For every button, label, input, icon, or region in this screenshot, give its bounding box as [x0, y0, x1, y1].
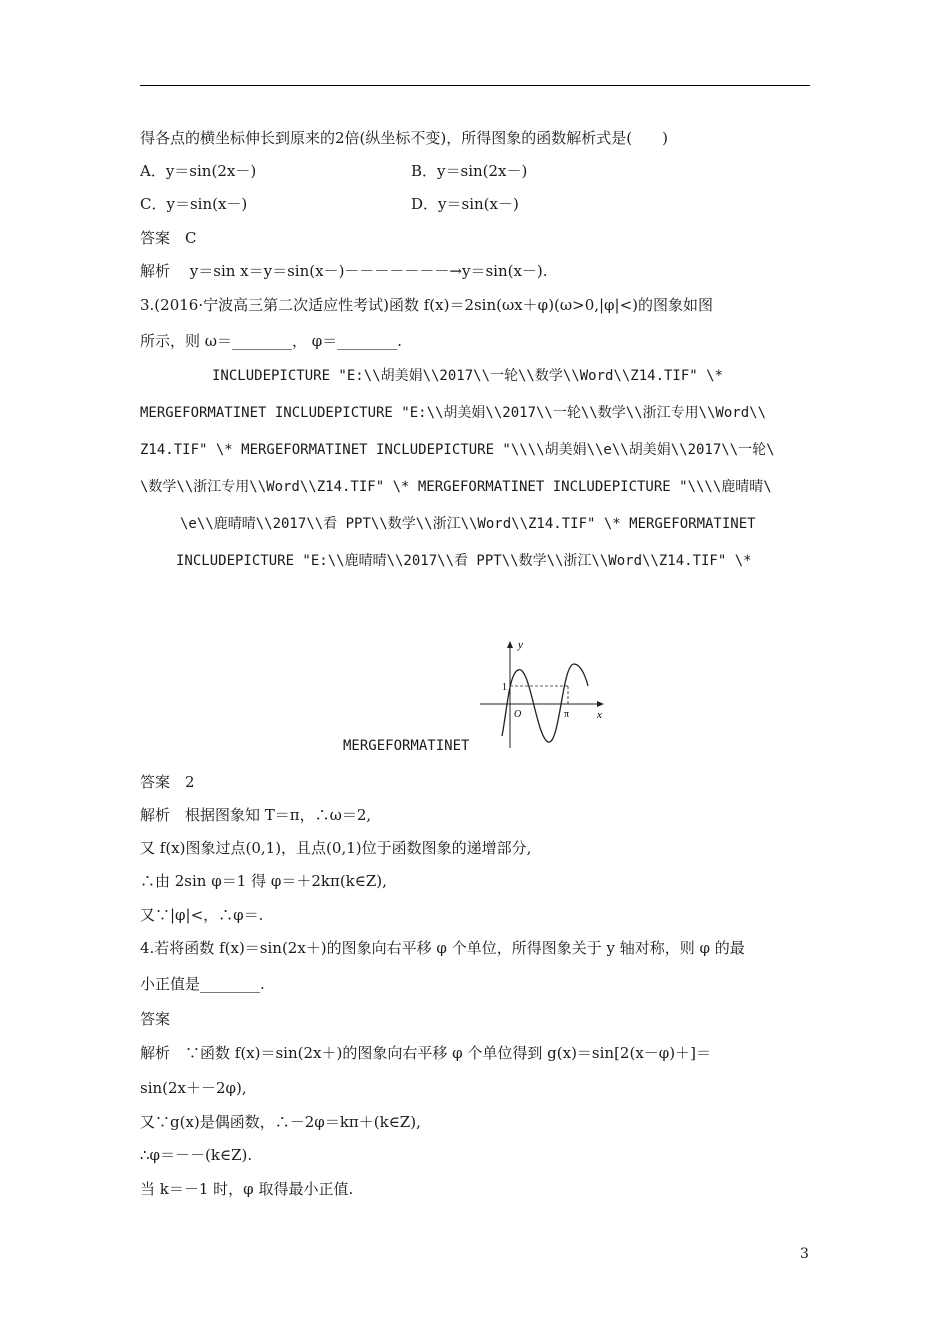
explanation-3-line-3: 又∵g(x)是偶函数，∴－2φ＝kπ＋(k∈Z),: [140, 1113, 421, 1131]
option-c: C．y＝sin(x－): [140, 195, 248, 213]
field-code-line-1: INCLUDEPICTURE "E:\\胡美娟\\2017\\一轮\\数学\\Word\\Z14.TIF" \*: [212, 368, 724, 384]
sine-curve: [502, 664, 588, 742]
option-d: D．y＝sin(x－): [411, 195, 519, 213]
field-code-line-5: \e\\鹿晴晴\\2017\\看 PPT\\数学\\浙江\\Word\\Z14.TIF" \* MERGEFORMATINET: [180, 516, 756, 532]
question-continuation: 得各点的横坐标伸长到原来的2倍(纵坐标不变)，所得图象的函数解析式是( ): [140, 129, 668, 147]
field-code-line-7: MERGEFORMATINET: [343, 738, 470, 754]
answer-3: 答案: [140, 1010, 171, 1028]
pi-label: π: [564, 709, 570, 720]
explanation-2-line-4: 又∵|φ|<，∴φ＝.: [140, 906, 264, 924]
option-b: B．y＝sin(2x－): [411, 162, 528, 180]
option-a: A．y＝sin(2x－): [140, 162, 257, 180]
field-code-line-3: Z14.TIF" \* MERGEFORMATINET INCLUDEPICTURE "\\\\胡美娟\\e\\胡美娟\\2017\\一轮\: [140, 442, 775, 458]
explanation-1: 解析 y＝sin x＝y＝sin(x－)－－－－－－－→y＝sin(x－).: [140, 262, 548, 280]
answer-1: 答案 C: [140, 229, 197, 247]
y-axis-label: y: [518, 639, 523, 651]
one-label: 1: [502, 682, 507, 693]
question-4-line-2: 小正值是________.: [140, 975, 265, 993]
sine-graph-figure: [478, 636, 610, 750]
x-axis-label: x: [597, 709, 602, 721]
page-number: 3: [800, 1246, 809, 1262]
field-code-line-2: MERGEFORMATINET INCLUDEPICTURE "E:\\胡美娟\\2017\\一轮\\数学\\浙江专用\\Word\\: [140, 405, 767, 421]
field-code-line-6: INCLUDEPICTURE "E:\\鹿晴晴\\2017\\看 PPT\\数学\\浙江\\Word\\Z14.TIF" \*: [176, 553, 752, 569]
question-3-line-1: 3.(2016·宁波高三第二次适应性考试)函数 f(x)＝2sin(ωx＋φ)(ω>0,|φ|<)的图象如图: [140, 296, 714, 314]
header-rule: [140, 85, 810, 86]
origin-label: O: [514, 709, 522, 720]
x-axis-arrow-icon: [597, 701, 604, 707]
field-code-line-4: \数学\\浙江专用\\Word\\Z14.TIF" \* MERGEFORMATINET INCLUDEPICTURE "\\\\鹿晴晴\: [140, 479, 772, 495]
explanation-2-line-3: ∴由 2sin φ＝1 得 φ＝＋2kπ(k∈Z),: [140, 872, 387, 890]
question-3-line-2: 所示，则 ω＝________， φ＝________.: [140, 332, 403, 350]
answer-2: 答案 2: [140, 773, 195, 791]
explanation-3-line-1: 解析 ∵函数 f(x)＝sin(2x＋)的图象向右平移 φ 个单位得到 g(x)＝sin[2(x－φ)＋]＝: [140, 1044, 711, 1062]
explanation-3-line-2: sin(2x＋－2φ),: [140, 1079, 247, 1097]
explanation-3-line-5: 当 k＝－1 时，φ 取得最小正值.: [140, 1180, 354, 1198]
explanation-2-line-1: 解析 根据图象知 T＝π，∴ω＝2,: [140, 806, 372, 824]
explanation-3-line-4: ∴φ＝－－(k∈Z).: [140, 1146, 253, 1164]
explanation-2-line-2: 又 f(x)图象过点(0,1)，且点(0,1)位于函数图象的递增部分,: [140, 839, 532, 857]
question-4-line-1: 4.若将函数 f(x)＝sin(2x＋)的图象向右平移 φ 个单位，所得图象关于 y 轴对称，则 φ 的最: [140, 939, 745, 957]
y-axis-arrow-icon: [507, 641, 513, 648]
